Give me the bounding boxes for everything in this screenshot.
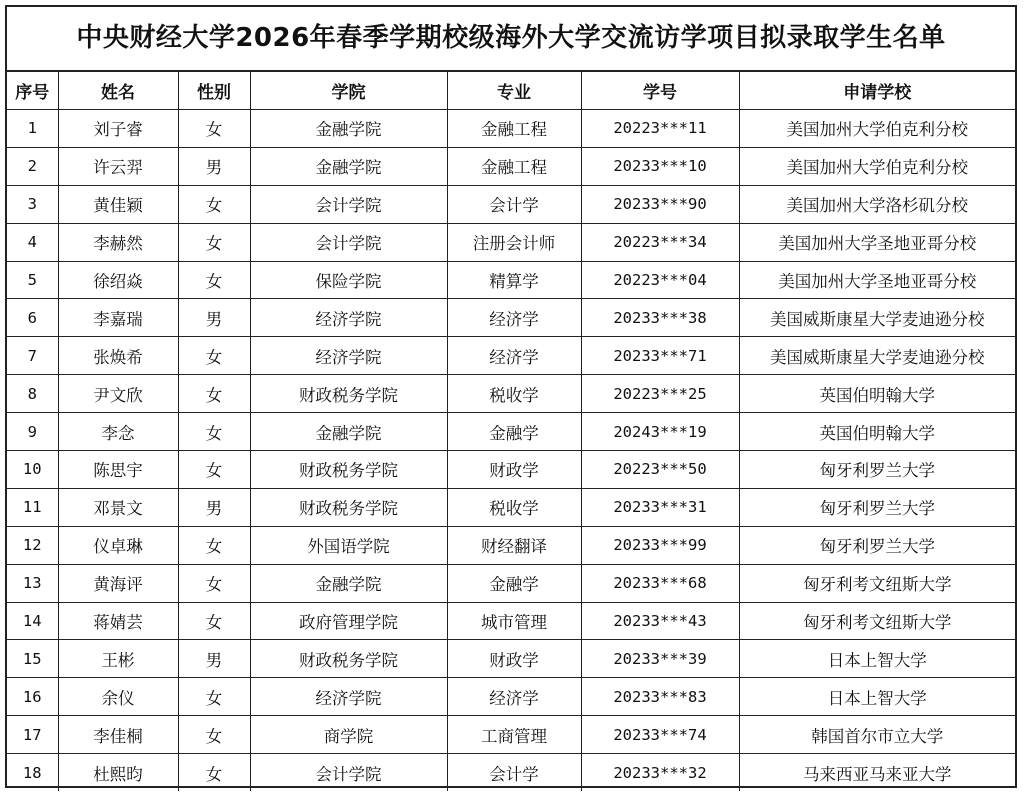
cell-gender: 男 (178, 299, 250, 337)
cell-gender: 女 (178, 413, 250, 451)
cell-school: 政府管理学院 (250, 602, 447, 640)
cell-index: 2 (7, 147, 58, 185)
cell-gender: 男 (178, 640, 250, 678)
cell-student-id: 20233***74 (581, 716, 739, 754)
cell-university: 匈牙利罗兰大学 (739, 488, 1015, 526)
cell-index: 3 (7, 185, 58, 223)
table-row (7, 716, 1015, 754)
cell-index: 18 (7, 754, 58, 791)
cell-name: 王彬 (58, 640, 178, 678)
table-row (7, 678, 1015, 716)
column-header: 序号 (7, 72, 58, 110)
cell-gender: 女 (178, 375, 250, 413)
cell-university: 匈牙利罗兰大学 (739, 451, 1015, 489)
cell-major: 财政学 (447, 451, 581, 489)
table-row (7, 451, 1015, 489)
table-row (7, 261, 1015, 299)
cell-student-id: 20233***32 (581, 754, 739, 791)
table-body (7, 110, 1015, 792)
table-row (7, 602, 1015, 640)
cell-name: 邓景文 (58, 488, 178, 526)
cell-university: 日本上智大学 (739, 640, 1015, 678)
cell-name: 杜熙昀 (58, 754, 178, 791)
cell-name: 余仪 (58, 678, 178, 716)
cell-student-id: 20233***83 (581, 678, 739, 716)
cell-university: 匈牙利考文纽斯大学 (739, 564, 1015, 602)
cell-school: 保险学院 (250, 261, 447, 299)
cell-major: 精算学 (447, 261, 581, 299)
cell-index: 15 (7, 640, 58, 678)
cell-gender: 男 (178, 488, 250, 526)
document-title: 中央财经大学2026年春季学期校级海外大学交流访学项目拟录取学生名单 (7, 7, 1015, 72)
cell-university: 日本上智大学 (739, 678, 1015, 716)
table-row (7, 223, 1015, 261)
cell-gender: 男 (178, 147, 250, 185)
cell-gender: 女 (178, 716, 250, 754)
cell-school: 金融学院 (250, 564, 447, 602)
cell-university: 美国加州大学圣地亚哥分校 (739, 223, 1015, 261)
cell-index: 5 (7, 261, 58, 299)
cell-university: 匈牙利考文纽斯大学 (739, 602, 1015, 640)
column-header: 姓名 (58, 72, 178, 110)
cell-gender: 女 (178, 451, 250, 489)
cell-index: 12 (7, 526, 58, 564)
cell-university: 马来西亚马来亚大学 (739, 754, 1015, 791)
column-header: 学院 (250, 72, 447, 110)
cell-gender: 女 (178, 678, 250, 716)
cell-university: 美国加州大学伯克利分校 (739, 110, 1015, 148)
table-row (7, 754, 1015, 791)
cell-school: 金融学院 (250, 413, 447, 451)
cell-name: 李念 (58, 413, 178, 451)
cell-school: 会计学院 (250, 754, 447, 791)
table-row (7, 299, 1015, 337)
cell-school: 金融学院 (250, 147, 447, 185)
cell-gender: 女 (178, 223, 250, 261)
cell-major: 城市管理 (447, 602, 581, 640)
cell-index: 6 (7, 299, 58, 337)
cell-school: 财政税务学院 (250, 375, 447, 413)
cell-name: 黄佳颖 (58, 185, 178, 223)
cell-school: 外国语学院 (250, 526, 447, 564)
cell-gender: 女 (178, 754, 250, 791)
cell-major: 经济学 (447, 678, 581, 716)
cell-index: 16 (7, 678, 58, 716)
cell-university: 韩国首尔市立大学 (739, 716, 1015, 754)
table-row (7, 147, 1015, 185)
cell-university: 美国加州大学洛杉矶分校 (739, 185, 1015, 223)
cell-name: 陈思宇 (58, 451, 178, 489)
cell-university: 美国加州大学伯克利分校 (739, 147, 1015, 185)
cell-major: 注册会计师 (447, 223, 581, 261)
cell-index: 10 (7, 451, 58, 489)
cell-major: 工商管理 (447, 716, 581, 754)
cell-student-id: 20233***43 (581, 602, 739, 640)
cell-index: 1 (7, 110, 58, 148)
cell-student-id: 20223***25 (581, 375, 739, 413)
cell-student-id: 20233***99 (581, 526, 739, 564)
cell-name: 徐绍焱 (58, 261, 178, 299)
cell-school: 经济学院 (250, 337, 447, 375)
table-row (7, 526, 1015, 564)
cell-index: 9 (7, 413, 58, 451)
cell-gender: 女 (178, 110, 250, 148)
cell-university: 英国伯明翰大学 (739, 375, 1015, 413)
cell-student-id: 20233***38 (581, 299, 739, 337)
cell-major: 经济学 (447, 299, 581, 337)
cell-student-id: 20233***90 (581, 185, 739, 223)
table-row (7, 185, 1015, 223)
cell-index: 13 (7, 564, 58, 602)
cell-index: 17 (7, 716, 58, 754)
cell-student-id: 20243***19 (581, 413, 739, 451)
cell-major: 税收学 (447, 375, 581, 413)
column-header: 申请学校 (739, 72, 1015, 110)
cell-school: 经济学院 (250, 678, 447, 716)
cell-school: 会计学院 (250, 185, 447, 223)
table-row (7, 564, 1015, 602)
cell-university: 美国威斯康星大学麦迪逊分校 (739, 337, 1015, 375)
cell-student-id: 20223***04 (581, 261, 739, 299)
cell-student-id: 20223***34 (581, 223, 739, 261)
cell-gender: 女 (178, 526, 250, 564)
column-header: 性别 (178, 72, 250, 110)
cell-name: 仪卓琳 (58, 526, 178, 564)
cell-school: 商学院 (250, 716, 447, 754)
cell-university: 英国伯明翰大学 (739, 413, 1015, 451)
cell-student-id: 20233***39 (581, 640, 739, 678)
cell-gender: 女 (178, 602, 250, 640)
cell-name: 许云羿 (58, 147, 178, 185)
cell-major: 金融学 (447, 413, 581, 451)
cell-school: 经济学院 (250, 299, 447, 337)
cell-school: 财政税务学院 (250, 488, 447, 526)
table-header-row (7, 72, 1015, 110)
cell-index: 4 (7, 223, 58, 261)
cell-university: 美国威斯康星大学麦迪逊分校 (739, 299, 1015, 337)
table-row (7, 375, 1015, 413)
cell-school: 财政税务学院 (250, 451, 447, 489)
cell-gender: 女 (178, 185, 250, 223)
table-row (7, 640, 1015, 678)
cell-school: 金融学院 (250, 110, 447, 148)
cell-student-id: 20223***11 (581, 110, 739, 148)
table-row (7, 413, 1015, 451)
cell-major: 会计学 (447, 185, 581, 223)
cell-major: 金融学 (447, 564, 581, 602)
cell-student-id: 20233***31 (581, 488, 739, 526)
cell-major: 会计学 (447, 754, 581, 791)
cell-gender: 女 (178, 564, 250, 602)
cell-name: 李佳桐 (58, 716, 178, 754)
column-header: 专业 (447, 72, 581, 110)
cell-student-id: 20233***10 (581, 147, 739, 185)
cell-school: 财政税务学院 (250, 640, 447, 678)
cell-student-id: 20223***50 (581, 451, 739, 489)
cell-name: 黄海评 (58, 564, 178, 602)
cell-name: 李赫然 (58, 223, 178, 261)
cell-index: 7 (7, 337, 58, 375)
table-row (7, 110, 1015, 148)
cell-index: 11 (7, 488, 58, 526)
cell-university: 美国加州大学圣地亚哥分校 (739, 261, 1015, 299)
table-row (7, 337, 1015, 375)
cell-major: 金融工程 (447, 147, 581, 185)
cell-major: 经济学 (447, 337, 581, 375)
cell-index: 14 (7, 602, 58, 640)
cell-school: 会计学院 (250, 223, 447, 261)
column-header: 学号 (581, 72, 739, 110)
admission-table (7, 72, 1015, 791)
cell-major: 财政学 (447, 640, 581, 678)
document-sheet (5, 5, 1017, 788)
cell-student-id: 20233***68 (581, 564, 739, 602)
cell-university: 匈牙利罗兰大学 (739, 526, 1015, 564)
cell-major: 财经翻译 (447, 526, 581, 564)
cell-name: 蒋婧芸 (58, 602, 178, 640)
cell-gender: 女 (178, 261, 250, 299)
cell-major: 金融工程 (447, 110, 581, 148)
cell-student-id: 20233***71 (581, 337, 739, 375)
cell-name: 尹文欣 (58, 375, 178, 413)
cell-index: 8 (7, 375, 58, 413)
cell-name: 李嘉瑞 (58, 299, 178, 337)
cell-major: 税收学 (447, 488, 581, 526)
cell-gender: 女 (178, 337, 250, 375)
cell-name: 刘子睿 (58, 110, 178, 148)
cell-name: 张焕希 (58, 337, 178, 375)
table-row (7, 488, 1015, 526)
